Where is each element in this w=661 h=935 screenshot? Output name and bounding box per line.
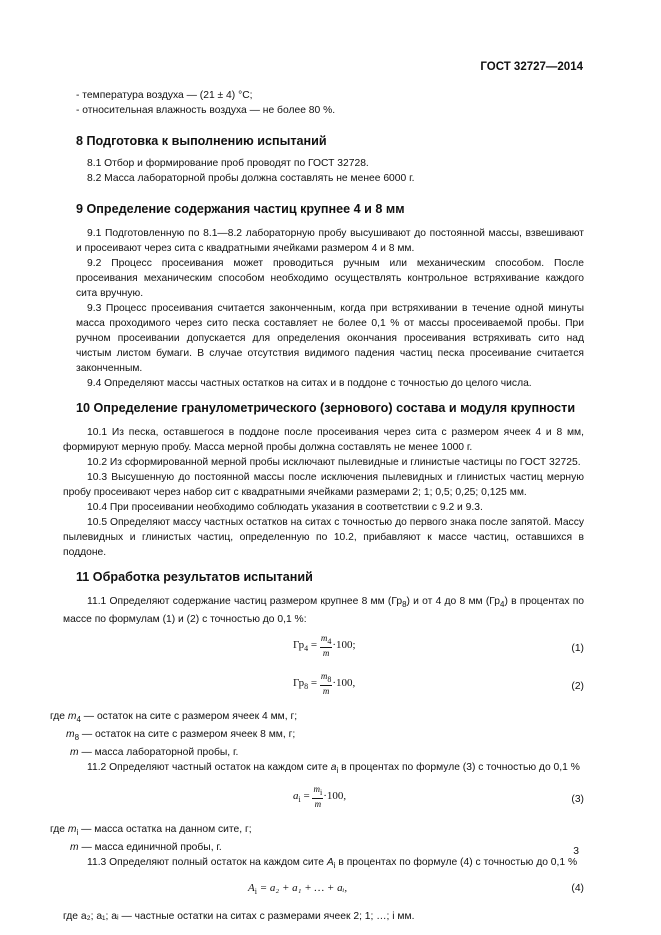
section-10-title: 10 Определение гранулометрического (зернового) состава и модуля крупности bbox=[76, 401, 576, 415]
section-11-title: 11 Обработка результатов испытаний bbox=[76, 570, 313, 584]
formula-2-number: (2) bbox=[571, 681, 584, 693]
paragraph-10-3: 10.3 Высушенную до постоянной массы после исключения пылевидных и глинистых частиц мерную пробу просеивают через набор сит с квадратными ячейками размерами 2; 1; 0,5; 0,25; 0,125 мм. bbox=[63, 472, 584, 498]
paragraph-8-1: 8.1 Отбор и формирование проб проводят по ГОСТ 32728. bbox=[87, 158, 369, 169]
page-number: 3 bbox=[573, 846, 579, 857]
where-block-1: где $m_4$ — остаток на сите с размером ячеек 4 мм, г; $m_8$ — остаток на сите с размером ячеек 8 мм, г; m — масса лабораторной пробы, г. bbox=[50, 711, 298, 759]
paragraph-9-1: 9.1 Подготовленную по 8.1—8.2 лабораторную пробу высушивают до постоянной массы, взвешивают и просеивают через сита с квадратными ячейками размером 4 и 8 мм. bbox=[76, 228, 584, 254]
paragraph-11-2: 11.2 Определяют частный остаток на каждом сите $a_i$ в процентах по формуле (3) с точностью до 0,1 % bbox=[87, 762, 580, 776]
paragraph-10-5: 10.5 Определяют массу частных остатков на ситах с точностью до первого знака после запятой. Массу пылевидных и глинистых частиц, определенную по 10.2, прибавляют к массе частиц, оставшихся в поддоне. bbox=[63, 517, 584, 558]
where-block-3: где a₂; a₁; aᵢ — частные остатки на ситах с размерами ячеек 2; 1; …; i мм. bbox=[63, 911, 415, 923]
paragraph-9-2: 9.2 Процесс просеивания может проводиться ручным или механическим способом. После просеивания механическим способом необходимо осуществлять контрольное встряхивание каждого сита вручную. bbox=[76, 258, 584, 299]
paragraph-11-1: 11.1 Определяют содержание частиц размером крупнее 8 мм $(Гр_8)$ и от 4 до 8 мм $(Гр_4)$ в процентах по массе по формулам (1) и (2) с точностью до 0,1 %: bbox=[63, 596, 584, 626]
formula-4-number: (4) bbox=[571, 883, 584, 895]
paragraph-10-4: 10.4 При просеивании необходимо соблюдать указания в соответствии с 9.2 и 9.3. bbox=[87, 502, 483, 513]
formula-3-number: (3) bbox=[571, 794, 584, 806]
paragraph-10-1: 10.1 Из песка, оставшегося в поддоне после просеивания через сита с размером ячеек 4 и 8 мм, формируют мерную пробу. Масса мерной пробы должна составлять не менее 1000 г. bbox=[63, 427, 584, 453]
section-9-title: 9 Определение содержания частиц крупнее 4 и 8 мм bbox=[76, 202, 405, 216]
paragraph-10-2: 10.2 Из сформированной мерной пробы исключают пылевидные и глинистые частицы по ГОСТ 32725. bbox=[87, 457, 581, 468]
paragraph-8-2: 8.2 Масса лабораторной пробы должна составлять не менее 6000 г. bbox=[87, 173, 415, 184]
intro-line-1: - температура воздуха — (21 ± 4) °С; bbox=[76, 90, 253, 101]
paragraph-11-3: 11.3 Определяют полный остаток на каждом сите $A_i$ в процентах по формуле (4) с точностью до 0,1 % bbox=[87, 857, 578, 871]
formula-3: $a_i$ = $\frac{m_i}{m}$ ·100, (3) bbox=[293, 784, 584, 809]
where-block-2: где $m_i$ — масса остатка на данном сите, г; m — масса единичной пробы, г. bbox=[50, 824, 252, 854]
paragraph-9-3: 9.3 Процесс просеивания считается законченным, когда при встряхивании в течение одной минуты масса проходимого через сито песка составляет не более 0,1 % от массы просеиваемой пробы. При ручном просеивании допускается для определения окончания просеивания встряхивать сито над чистым листом бумаги. В случае отсутствия видимого падения частиц песка просеивание считается законченным. bbox=[76, 303, 584, 374]
formula-1-number: (1) bbox=[571, 643, 584, 655]
paragraph-9-4: 9.4 Определяют массы частных остатков на ситах и в поддоне с точностью до целого числа. bbox=[87, 378, 532, 389]
formula-1: $Гр_4$ = $\frac{m_4}{m}$ ·100; (1) bbox=[293, 633, 584, 658]
intro-line-2: - относительная влажность воздуха — не более 80 %. bbox=[76, 105, 336, 116]
formula-4: $A_i = a_2 + a_1$ + … + aᵢ, (4) bbox=[248, 882, 584, 897]
page-body bbox=[50, 88, 584, 924]
section-8-title: 8 Подготовка к выполнению испытаний bbox=[76, 134, 327, 148]
document-header: ГОСТ 32727—2014 bbox=[480, 61, 583, 73]
formula-2: $Гр_8$ = $\frac{m_8}{m}$ ·100, (2) bbox=[293, 671, 584, 696]
